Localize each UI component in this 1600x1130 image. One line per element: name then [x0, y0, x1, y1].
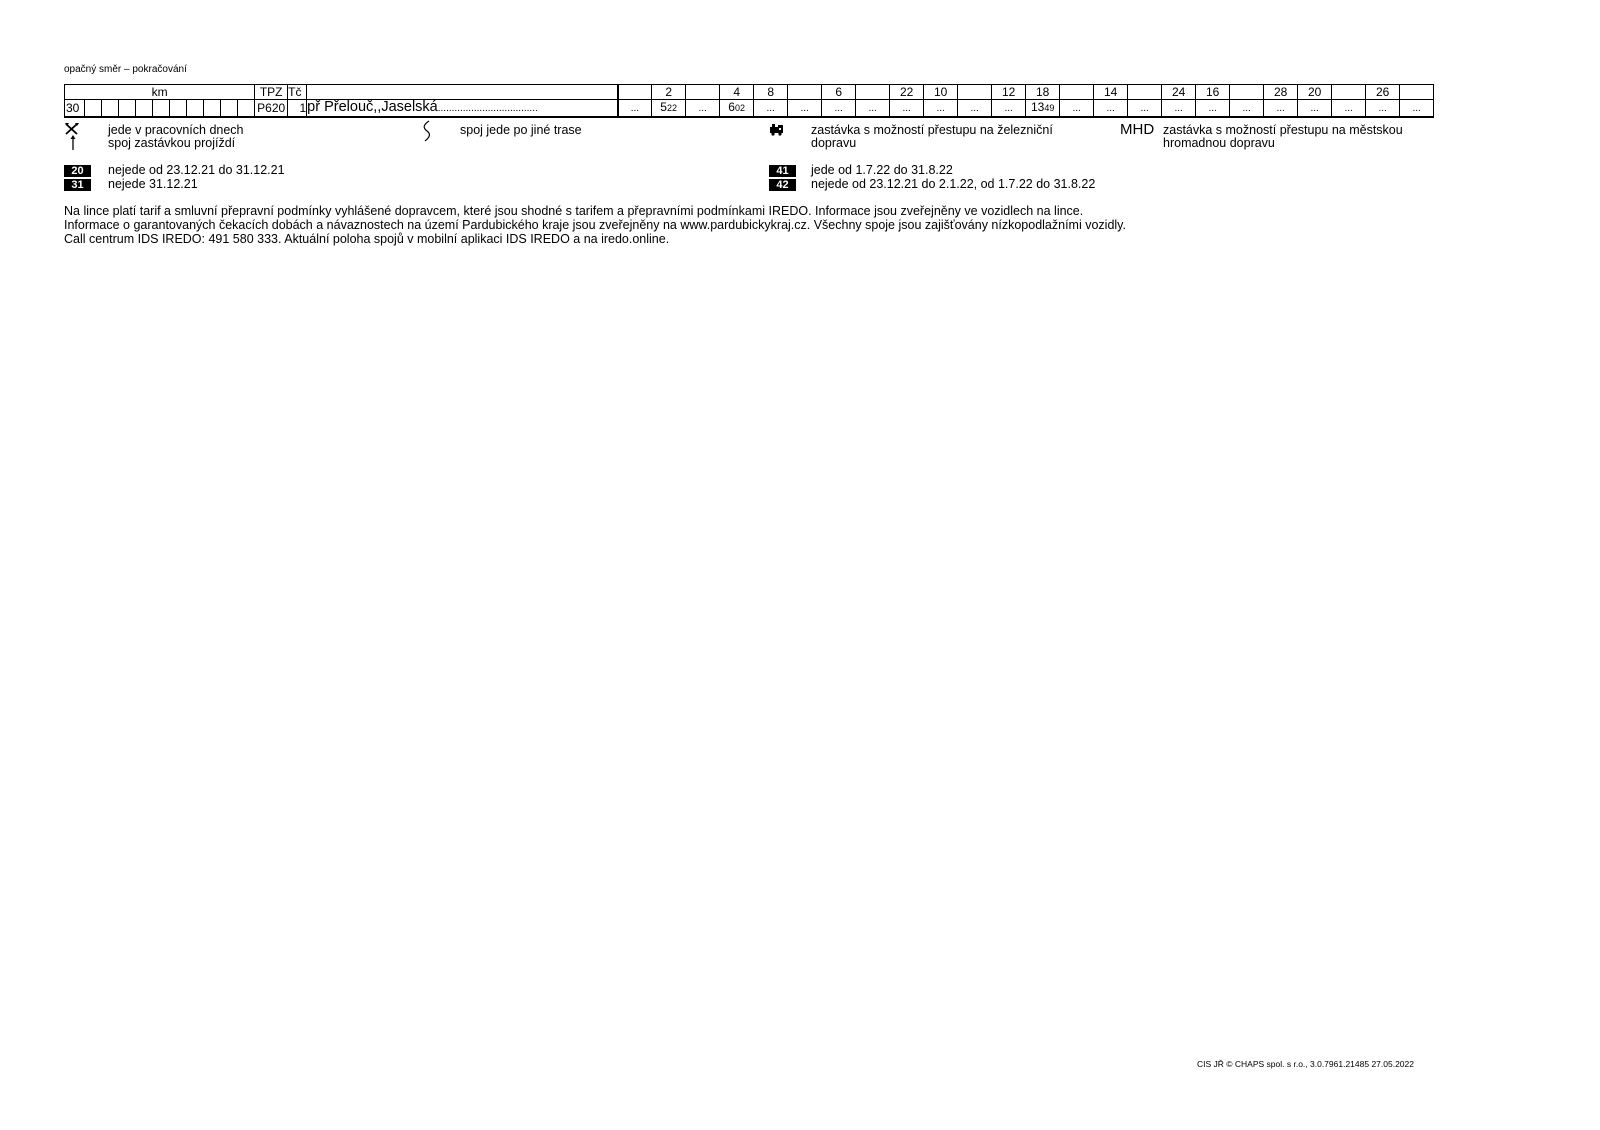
departure-time: [618, 100, 652, 118]
time-minute: 49: [1044, 103, 1055, 113]
departure-time: [1026, 100, 1060, 118]
time-hour: 13: [1030, 100, 1045, 114]
trip-number: 2: [652, 85, 686, 100]
trip-number: [1230, 85, 1264, 100]
departure-time: [1162, 100, 1196, 118]
km-cell: [119, 100, 136, 118]
footer-credit: CIS JŘ © CHAPS spol. s r.o., 3.0.7961.21485 27.05.2022: [1196, 1059, 1414, 1069]
note-text: nejede od 23.12.21 do 2.1.22, od 1.7.22 do 31.8.22: [811, 177, 1096, 191]
departure-time: [1128, 100, 1162, 118]
stop-dots: ....................................: [437, 103, 538, 114]
departure-time: [1366, 100, 1400, 118]
trip-number: 18: [1026, 85, 1060, 100]
timetable-header-row: [65, 85, 1434, 100]
note-code-badge: 41: [769, 165, 796, 177]
time-hour: ...: [902, 103, 911, 114]
departure-time: [1060, 100, 1094, 118]
time-hour: ...: [630, 103, 640, 114]
trip-number: [1400, 85, 1434, 100]
time-hour: ...: [698, 103, 707, 114]
timetable: [64, 84, 1434, 118]
trip-number: 20: [1298, 85, 1332, 100]
trip-number: [1060, 85, 1094, 100]
time-hour: ...: [834, 103, 843, 114]
time-hour: ...: [1378, 103, 1387, 114]
time-hour: ...: [1412, 103, 1421, 114]
time-hour: ...: [1174, 103, 1183, 114]
info-line-3: Call centrum IDS IREDO: 491 580 333. Aktuální poloha spojů v mobilní aplikaci IDS IREDO a na iredo.online.: [64, 232, 670, 246]
time-hour: ...: [1310, 103, 1319, 114]
time-hour: ...: [800, 103, 809, 114]
stop-name: Přelouč,,Jaselská: [324, 99, 438, 115]
time-hour: ...: [868, 103, 877, 114]
stop-header: [307, 85, 618, 100]
km-cell: [170, 100, 187, 118]
departure-time: [822, 100, 856, 118]
trip-number: 8: [754, 85, 788, 100]
time-hour: ...: [1140, 103, 1149, 114]
trip-number: [618, 85, 652, 100]
legend-rail-2: dopravu: [811, 136, 857, 150]
legend-rail-1: zastávka s možností přestupu na železniční: [811, 123, 1053, 137]
trip-number: [958, 85, 992, 100]
tc-value: 1: [288, 100, 307, 118]
note-text: nejede 31.12.21: [108, 177, 198, 191]
departure-time: [1298, 100, 1332, 118]
departure-time: [1332, 100, 1366, 118]
legend-workdays: jede v pracovních dnech: [108, 123, 244, 137]
timetable-row: [65, 100, 1434, 118]
departure-time: [652, 100, 686, 118]
note-text: nejede od 23.12.21 do 31.12.21: [108, 163, 285, 177]
time-hour: ...: [1208, 103, 1217, 114]
trip-number: 26: [1366, 85, 1400, 100]
tpz-header: TPZ: [255, 85, 288, 100]
legend-mhd-1: zastávka s možností přestupu na městskou: [1163, 123, 1403, 137]
legend-passes: spoj zastávkou projíždí: [108, 136, 236, 150]
trip-number: 14: [1094, 85, 1128, 100]
trip-number: [686, 85, 720, 100]
km-cell: [221, 100, 238, 118]
time-hour: ...: [1344, 103, 1353, 114]
time-hour: ...: [1276, 103, 1285, 114]
trip-number: [788, 85, 822, 100]
km-header: km: [65, 85, 255, 100]
direction-label: opačný směr – pokračování: [64, 64, 187, 75]
trip-number: 28: [1264, 85, 1298, 100]
trip-number: [856, 85, 890, 100]
trip-number: 10: [924, 85, 958, 100]
km-cell: [238, 100, 255, 118]
time-hour: 6: [728, 100, 735, 114]
note-code-badge: 20: [64, 165, 91, 177]
km-cell: [187, 100, 204, 118]
departure-time: [686, 100, 720, 118]
workdays-icon: [64, 122, 80, 136]
trip-number: 12: [992, 85, 1026, 100]
km-cell: [204, 100, 221, 118]
km-cell: [153, 100, 170, 118]
passes-icon: [70, 135, 76, 151]
time-minute: 02: [734, 103, 745, 113]
departure-time: [992, 100, 1026, 118]
km-cell: [102, 100, 119, 118]
train-icon: [769, 123, 785, 135]
legend-other-route: spoj jede po jiné trase: [460, 123, 582, 137]
departure-time: [890, 100, 924, 118]
trip-number: 16: [1196, 85, 1230, 100]
departure-time: [856, 100, 890, 118]
time-hour: ...: [766, 103, 775, 114]
departure-time: [1196, 100, 1230, 118]
departure-time: [1230, 100, 1264, 118]
time-hour: 5: [660, 100, 667, 114]
km-cell: [136, 100, 153, 118]
departure-time: [1400, 100, 1434, 118]
trip-number: 4: [720, 85, 754, 100]
tpz-value: P620: [255, 100, 288, 118]
note-code-badge: 31: [64, 179, 91, 191]
time-hour: ...: [936, 103, 945, 114]
trip-number: 6: [822, 85, 856, 100]
trip-number: [1332, 85, 1366, 100]
info-line-1: Na lince platí tarif a smluvní přepravní podmínky vyhlášené dopravcem, které jsou shodné s tarifem a přepravními podmínkami IREDO. Informace jsou zveřejněny ve vozidlech na lince.: [64, 204, 1084, 218]
mhd-label: MHD: [1120, 121, 1155, 138]
km-cell: [85, 100, 102, 118]
info-line-2: Informace o garantovaných čekacích dobách a návaznostech na území Pardubického kraje jsou zveřejněny na www.pardubickykraj.cz. Všechny spoje jsou zajišťovány nízkopodlažními vozidly.: [64, 218, 1126, 232]
note-text: jede od 1.7.22 do 31.8.22: [811, 163, 953, 177]
time-hour: ...: [1106, 103, 1115, 114]
trip-number: 22: [890, 85, 924, 100]
trip-number: 24: [1162, 85, 1196, 100]
tc-header: Tč: [288, 85, 307, 100]
other-route-icon: [422, 120, 432, 142]
legend-mhd-2: hromadnou dopravu: [1163, 136, 1275, 150]
departure-time: [924, 100, 958, 118]
time-hour: ...: [1242, 103, 1251, 114]
departure-time: [958, 100, 992, 118]
departure-time: [754, 100, 788, 118]
note-code-badge: 42: [769, 179, 796, 191]
departure-time: [1264, 100, 1298, 118]
trip-number: [1128, 85, 1162, 100]
stop-prefix: př: [307, 99, 321, 115]
time-hour: ...: [970, 103, 979, 114]
departure-time: [788, 100, 822, 118]
departure-time: [720, 100, 754, 118]
stop-name-cell: [307, 100, 618, 118]
departure-time: [1094, 100, 1128, 118]
time-hour: ...: [1004, 103, 1013, 114]
km-value: 30: [65, 100, 85, 118]
time-hour: ...: [1072, 103, 1081, 114]
time-minute: 22: [666, 103, 677, 113]
